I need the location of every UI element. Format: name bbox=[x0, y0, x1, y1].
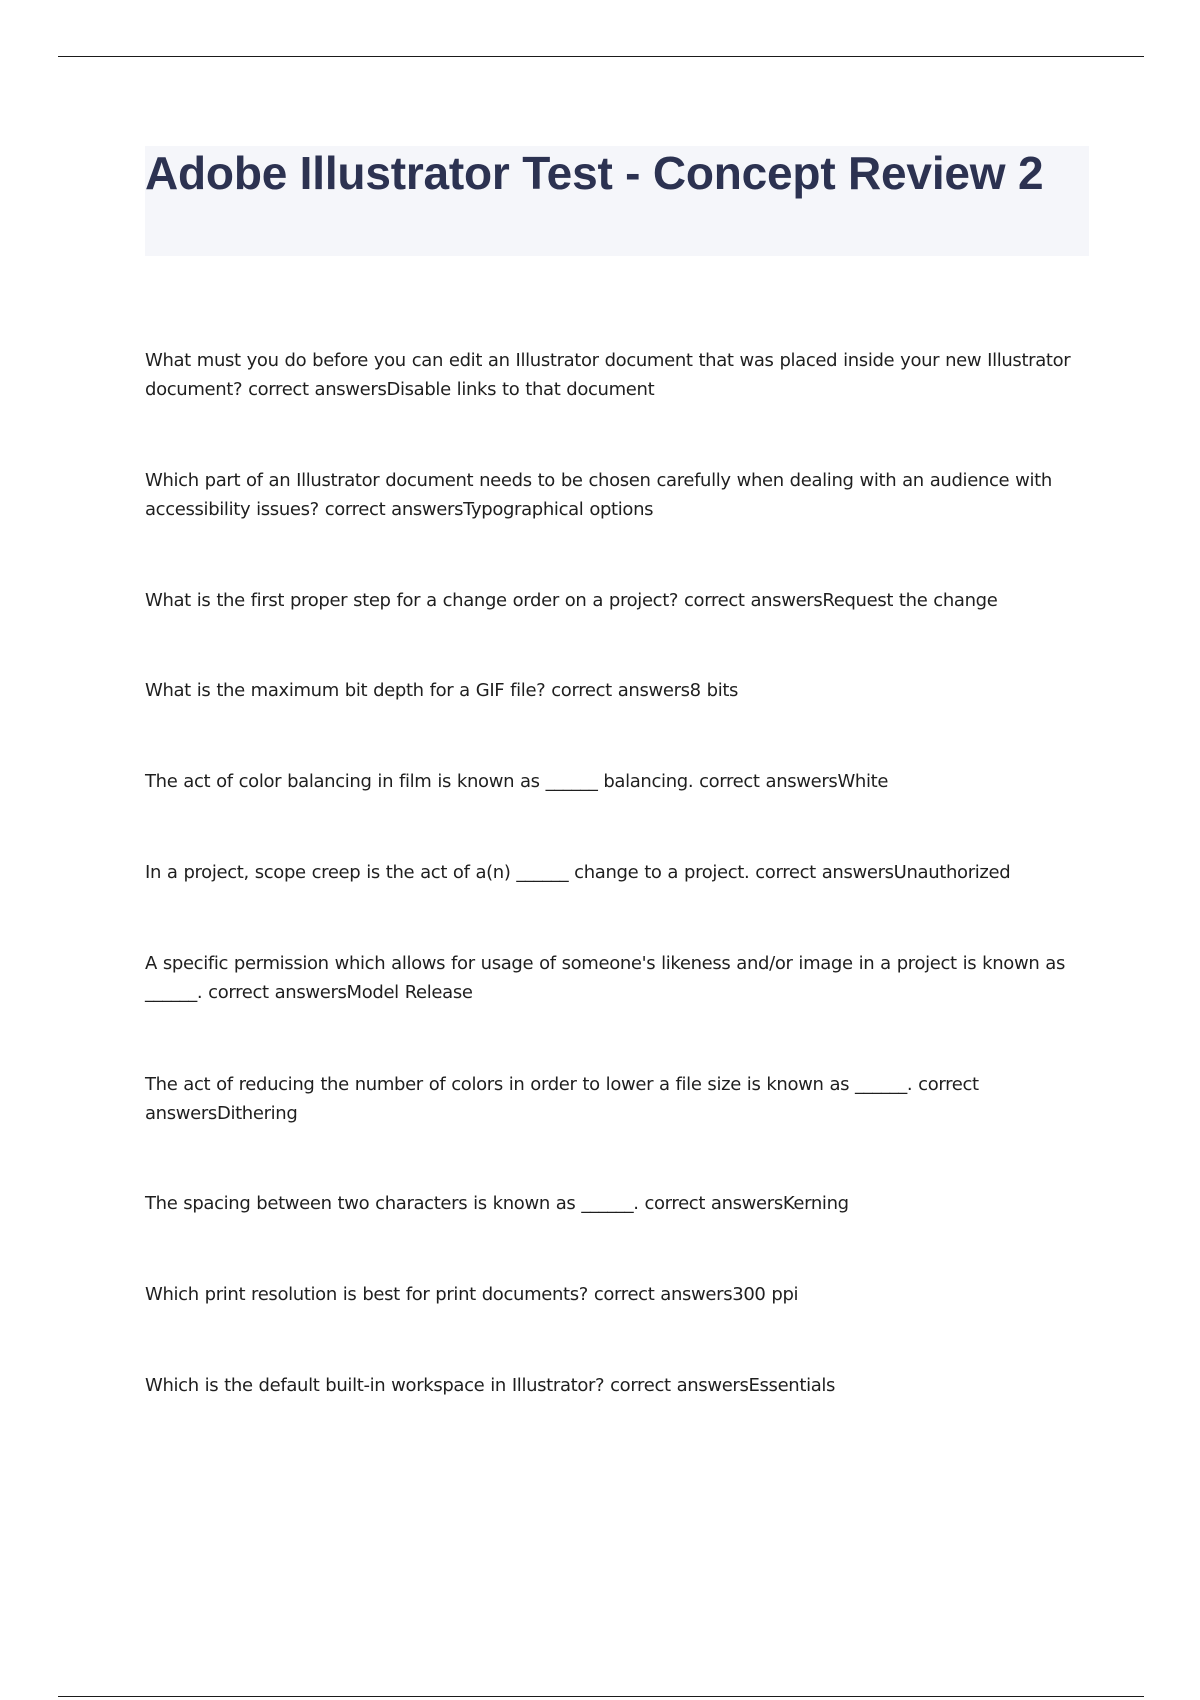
page-title: Adobe Illustrator Test - Concept Review 2 bbox=[145, 147, 1044, 199]
top-divider bbox=[58, 56, 1144, 57]
qa-item-8: The act of reducing the number of colors in order to lower a file size is known as ______. correct answersDithering bbox=[145, 1074, 979, 1124]
qa-item-5: The act of color balancing in film is known as ______ balancing. correct answersWhite bbox=[145, 771, 889, 792]
qa-item-10: Which print resolution is best for print documents? correct answers300 ppi bbox=[145, 1284, 799, 1305]
bottom-divider bbox=[58, 1696, 1144, 1697]
qa-item-2: Which part of an Illustrator document needs to be chosen carefully when dealing with an audience with accessibility issues? correct answersTypographical options bbox=[145, 470, 1052, 520]
qa-item-9: The spacing between two characters is known as ______. correct answersKerning bbox=[145, 1193, 849, 1214]
qa-item-3: What is the first proper step for a change order on a project? correct answersRequest the change bbox=[145, 590, 998, 611]
qa-item-4: What is the maximum bit depth for a GIF file? correct answers8 bits bbox=[145, 680, 739, 701]
qa-item-6: In a project, scope creep is the act of a(n) ______ change to a project. correct answersUnauthorized bbox=[145, 862, 1011, 883]
qa-item-7: A specific permission which allows for usage of someone's likeness and/or image in a project is known as ______. correct answersModel Release bbox=[145, 953, 1065, 1003]
qa-item-1: What must you do before you can edit an Illustrator document that was placed inside your new Illustrator document? correct answersDisable links to that document bbox=[145, 350, 1071, 400]
qa-item-11: Which is the default built-in workspace in Illustrator? correct answersEssentials bbox=[145, 1375, 836, 1396]
